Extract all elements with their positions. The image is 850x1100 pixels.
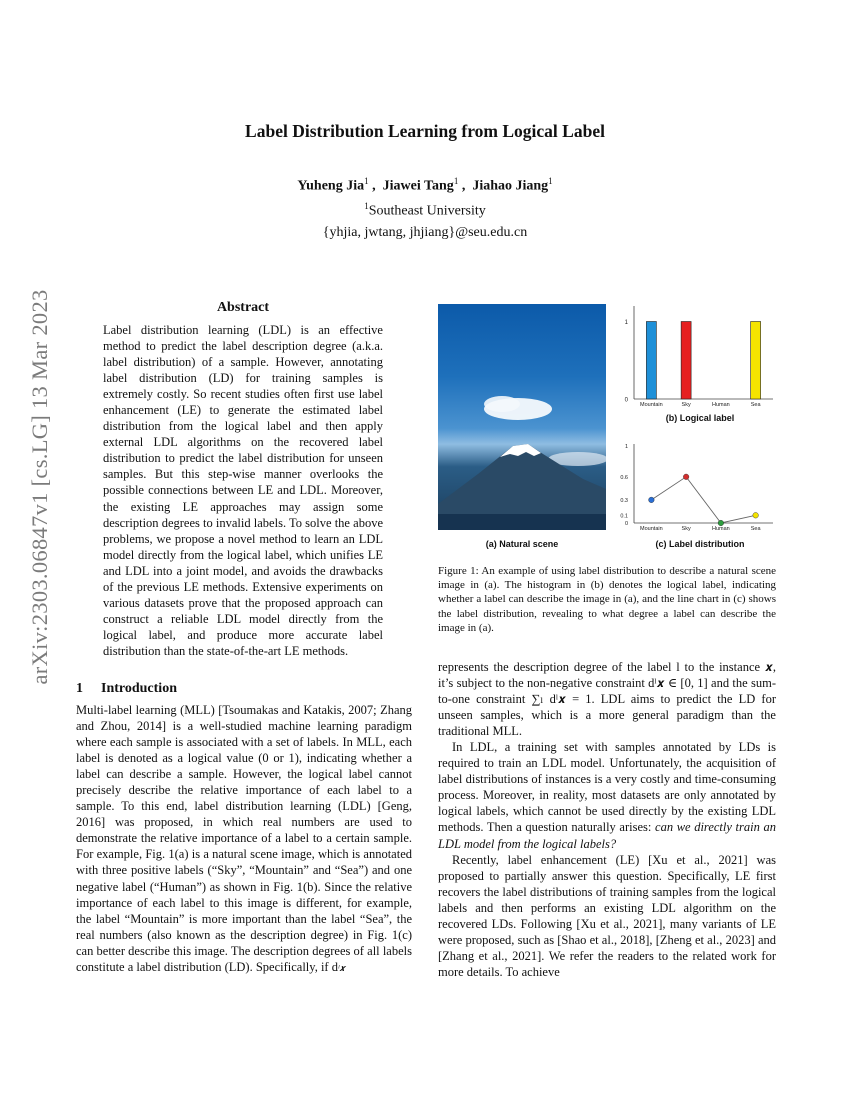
water-area xyxy=(438,514,606,530)
distribution-line xyxy=(651,477,755,523)
author-name: Jiawei Tang xyxy=(382,178,454,194)
figure-caption: Figure 1: An example of using label distribution to describe a natural scene image in (a). The histogram in (b) denotes the logical label, indicating whether a label can describe the image in (a), and the line chart in (c) shows the label distribution, revealing to what degree a label can describe the image in (a). xyxy=(438,565,776,634)
bar-sea xyxy=(751,322,761,400)
affiliation-mark: 1 xyxy=(364,201,369,211)
y-tick-label: 0.1 xyxy=(620,513,628,520)
author-affil-mark: 1 xyxy=(364,176,369,186)
y-tick-label: 0.6 xyxy=(620,475,628,481)
bar-mountain xyxy=(646,322,656,400)
research-question: can we directly train an LDL model from the logical labels? xyxy=(438,820,776,851)
intro-paragraph: Multi-label learning (MLL) [Tsoumakas and Katakis, 2007; Zhang and Zhou, 2014] is a well-studied machine learning paradigm where each sample is associated with a set of labels. In MLL, each label is denoted as a logical value (0 or 1), indicating whether a label can describe a sample. However, the logical label cannot precisely describe the relative importance of each label to a sample. To this end, label distribution learning (LDL) [Geng, 2016] was proposed, in which real numbers are used to demonstrate the relative importance of a label to a certain sample. For example, Fig. 1(a) is a natural scene image, which is annotated with three positive labels (“Sky”, “Mountain” and “Sea”) and one negative label (“Human”) as shown in Fig. 1(b). Since the relative importance of each label to this image is different, for example, the label “Mountain” is more important than the label “Sea”, the real numbers (also known as the description degree) in Fig. 1(c) can better describe this image. The description degrees of all labels constitute a label distribution (LD). Specifically, if d xyxy=(76,703,412,974)
affiliation xyxy=(0,201,850,220)
abstract-text: Label distribution learning (LDL) is an effective method to predict the label description degree (a.k.a. label distribution) of a sample. However, annotating label distribution (LD) for training samples is extremely costly. So recent studies often first use label enhancement (LE) to generate the estimated label distribution from the logical label and then apply external LDL algorithms on the recovered label distribution to predict the label distribution for unseen samples. But this step-wise manner overlooks the possible connections between LE and LDL. Moreover, the existing LE approaches may assign some description degrees to invalid labels. To solve the above problems, we propose a novel method to learn an LDL model directly from the logical label, which unifies LE and LDL into a joint model, and avoids the drawbacks of the previous LE methods. Extensive experiments on various datasets prove that the proposed approach can construct a reliable LDL model directly from the logical label, and produce more accurate label distribution than the state-of-the-art LE methods. xyxy=(103,323,383,658)
x-tick-label: Sky xyxy=(681,526,691,532)
point-sea xyxy=(753,513,759,519)
x-tick-label: Sky xyxy=(681,402,691,408)
paragraph-text: In LDL, a training set with samples annotated by LDs is required to train an LDL model. Unfortunately, the acquisition of label distributions of instances is a very costly and time-consuming process. Moreover, in reality, most datasets are only annotated by logical labels, which cannot be used directly by the existing LDL methods. Then a question naturally arises: xyxy=(438,740,776,835)
intro-paragraph: represents the description degree of the label l to the instance 𝒙, it’s subject to the non-negative constraint dˡ𝒙 ∈ [0, 1] and the sum-to-one constraint ∑ₗ dˡ𝒙 = 1. LDL aims to predict the LD for unseen samples, which is a more general paradigm than the traditional MLL. xyxy=(438,660,776,739)
x-tick-label: Sea xyxy=(750,402,761,408)
paper-title: Label Distribution Learning from Logical Label xyxy=(245,121,605,141)
y-tick-label: 0.3 xyxy=(620,498,628,505)
author-affil-mark: 1 xyxy=(453,176,459,186)
author-affil-mark: 1 xyxy=(548,176,553,186)
intro-right-column xyxy=(438,659,776,980)
x-tick-label: Human xyxy=(712,526,730,532)
figure-subcaption-b: (b) Logical label xyxy=(665,413,735,423)
natural-scene-image xyxy=(438,304,606,530)
section-number: 1 xyxy=(76,681,83,696)
y-tick-label: 1 xyxy=(624,444,628,451)
y-tick-label: 1 xyxy=(624,320,628,326)
arxiv-identifier xyxy=(25,289,55,685)
bar-chart xyxy=(618,302,778,410)
point-human xyxy=(718,520,724,526)
line-chart xyxy=(618,440,778,532)
affiliation-name: Southeast University xyxy=(368,203,486,219)
cloud-shape xyxy=(484,396,520,412)
section-heading xyxy=(76,681,177,697)
label-distribution-chart xyxy=(618,440,778,532)
x-tick-label: Human xyxy=(712,402,730,408)
x-tick-label: Sea xyxy=(750,526,761,532)
y-tick-label: 0 xyxy=(624,521,628,528)
figure-subcaption-c: (c) Label distribution xyxy=(655,539,745,549)
intro-paragraph: Recently, label enhancement (LE) [Xu et al., 2021] was proposed to partially answer this question. Specifically, LE first recovers the label distributions of training samples from the logical labels and then performs an existing LDL algorithm on the recovered LDs. Following [Xu et al., 2021], many variants of LE were proposed, such as [Shao et al., 2018], [Zheng et al., 2023] and [Zhang et al., 2021]. We refer the readers to the related work for more details. To achieve xyxy=(438,852,776,979)
point-sky xyxy=(683,474,689,480)
intro-left-column xyxy=(76,702,412,976)
arxiv-id-text: arXiv:2303.06847v1 [cs.LG] 13 Mar 2023 xyxy=(27,289,52,685)
abstract-heading: Abstract xyxy=(216,300,270,315)
intro-paragraph xyxy=(438,739,776,851)
author-list: Yuheng Jia$^1$ , Jiawei Tang$^1$ , Jiahao Jiang$^1$ xyxy=(297,176,553,194)
y-tick-label: 0 xyxy=(624,397,628,404)
bar-sky xyxy=(681,322,691,400)
author-name: Jiahao Jiang xyxy=(472,178,549,194)
scene-illustration xyxy=(438,304,606,530)
logical-label-chart xyxy=(618,302,778,410)
author-emails: {yhjia, jwtang, jhjiang}@seu.edu.cn xyxy=(322,225,528,240)
x-tick-label: Mountain xyxy=(640,526,663,532)
section-title: Introduction xyxy=(101,681,177,696)
figure-subcaption-a: (a) Natural scene xyxy=(485,539,559,549)
point-mountain xyxy=(649,497,655,503)
math-symbol: ˡ𝒙 xyxy=(337,962,345,973)
x-tick-label: Mountain xyxy=(640,402,663,408)
author-name: Yuheng Jia xyxy=(297,178,365,194)
